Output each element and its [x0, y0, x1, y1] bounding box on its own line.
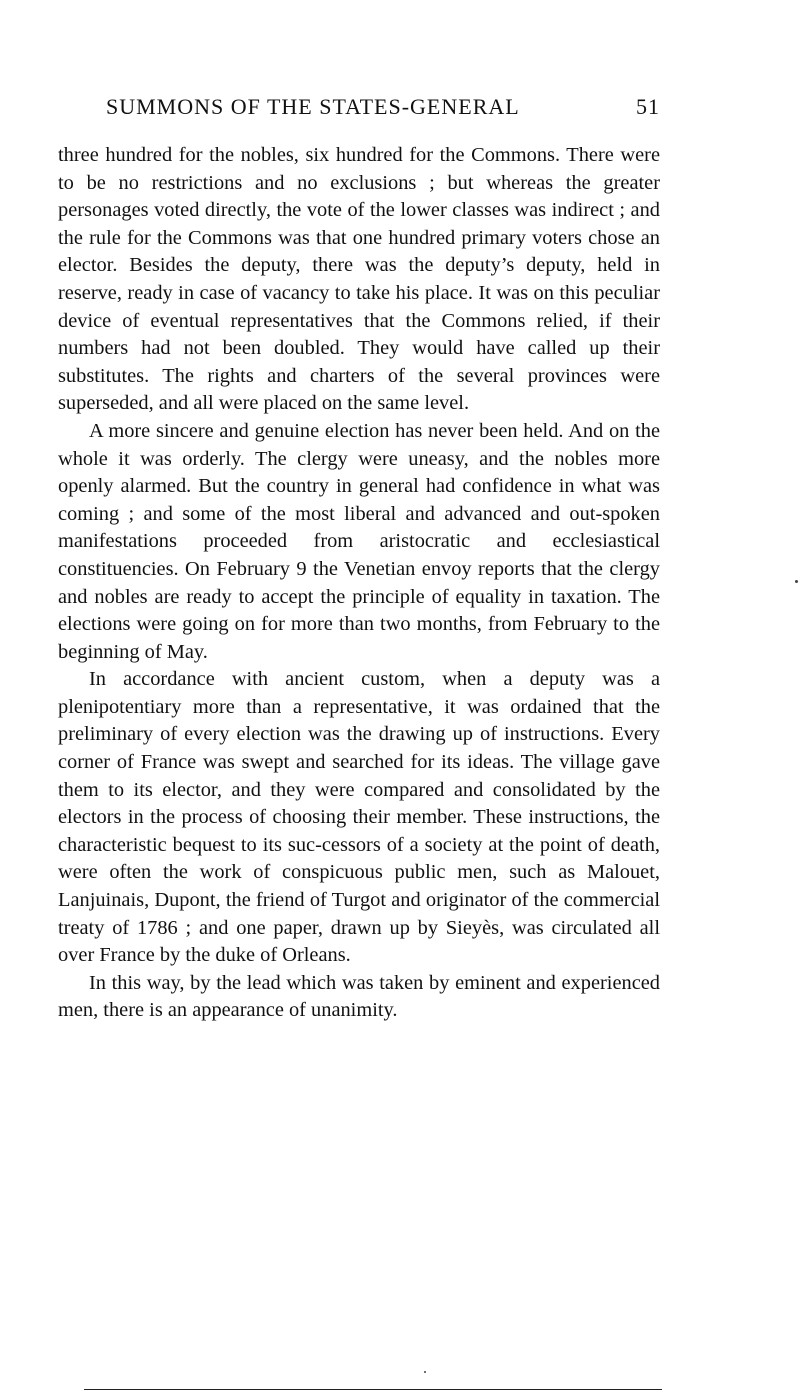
bottom-rule: [84, 1389, 662, 1390]
paragraph: In accordance with ancient custom, when a deputy was a plenipotentiary more than a representative, it was ordained that the preliminary of every election was the drawing up of instructions. Every corner of France was swept and searched for its ideas. The village gave them to its elector, and they were compared and consolidated by the electors in the process of choosing their member. These instructions, the characteristic bequest to its suc-cessors of a society at the point of death, were often the work of conspicuous public men, such as Malouet, Lanjuinais, Dupont, the friend of Turgot and originator of the commercial treaty of 1786 ; and one paper, drawn up by Sieyès, was circulated all over France by the duke of Orleans.: [58, 668, 660, 967]
print-speck: [424, 1371, 426, 1373]
print-speck: [795, 580, 798, 583]
paragraph: A more sincere and genuine election has never been held. And on the whole it was orderly. The clergy were uneasy, and the nobles more openly alarmed. But the country in general had confidence in what was coming ; and some of the most liberal and advanced and out-spoken manifestations proceeded from aristocratic and ecclesiastical constituencies. On February 9 the Venetian envoy reports that the clergy and nobles are ready to accept the principle of equality in taxation. The elections were going on for more than two months, from February to the beginning of May.: [58, 419, 660, 663]
page-number: 51: [636, 94, 660, 119]
paragraph: In this way, by the lead which was taken by eminent and experienced men, there is an appearance of unanimity.: [58, 971, 660, 1022]
paragraph-continued: three hundred for the nobles, six hundred for the Commons. There were to be no restrictions and no exclusions ; but whereas the greater personages voted directly, the vote of the lower classes was indirect ; and the rule for the Commons was that one hundred primary voters chose an elector. Besides the deputy, there was the deputy’s deputy, held in reserve, ready in case of vacancy to take his place. It was on this peculiar device of eventual representatives that the Commons relied, if their numbers had not been doubled. They would have called up their substitutes. The rights and charters of the several provinces were superseded, and all were placed on the same level.: [58, 144, 660, 415]
body-text: [58, 142, 660, 1025]
running-title: SUMMONS OF THE STATES-GENERAL: [106, 94, 520, 119]
running-head: [106, 92, 660, 122]
